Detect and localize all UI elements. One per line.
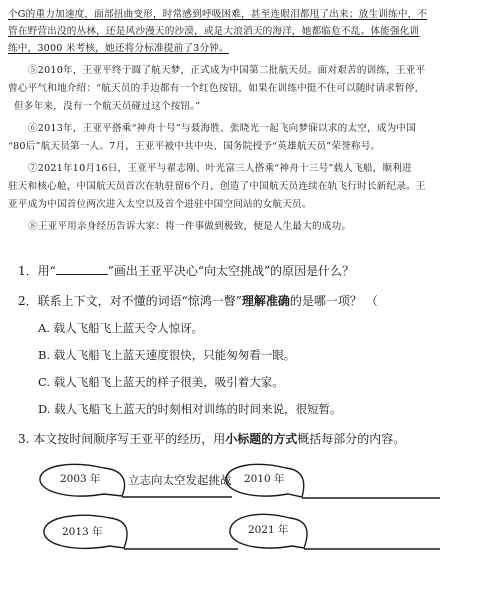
question-3-emphasis: 小标题的方式 (225, 432, 298, 446)
timeline-year-2003: 2003 年 (60, 473, 101, 485)
paragraph-5-line-2: 曾心平气和地介绍：“航天员的手边都有一个红色按钮，如果在训练中挺不住可以随时请求暂停， (8, 83, 425, 94)
question-1-prefix: 1．用“ (18, 264, 56, 278)
question-2-option-a[interactable]: A. 载人飞船飞上蓝天令人惊讶。 (38, 321, 204, 335)
paragraph-8-line-1: ⑧王亚平用亲身经历告诉大家：将一件事做到极致，便是人生最大的成功。 (28, 221, 352, 232)
question-2-emphasis: 理解准确 (241, 294, 290, 308)
passage-line-2: 管在野营出没的丛林，还是风沙漫天的沙漠，或是大浪滔天的海洋，她都临危不乱。体能强化训 (8, 26, 420, 37)
question-2-prefix: 2．联系上下文，对不懂的词语“惊鸿一瞥” (18, 294, 242, 308)
question-2-option-c[interactable]: C. 载人飞船飞上蓝天的样子很美，吸引着大家。 (38, 375, 284, 389)
paragraph-7-line-3: 亚平成为中国首位两次进入太空以及首个进驻中国空间站的女航天员。 (8, 199, 312, 210)
timeline-answer-2003[interactable]: 立志向太空发起挑战 (128, 473, 232, 487)
question-2-option-d[interactable]: D. 载人飞船飞上蓝天的时刻相对训练的时间来说，很短暂。 (38, 402, 342, 416)
paragraph-6-line-1: ⑥2013年，王亚平搭乘“神舟十号”与聂海胜、张晓光一起飞向梦寐以求的太空，成为中国 (28, 123, 416, 134)
question-3-suffix: 概括每部分的内容。 (297, 432, 406, 446)
passage-line-1: 个G的重力加速度，面部扭曲变形，时常感到呼吸困难，甚至连眼泪都甩了出来；放生训练中，不 (8, 9, 428, 20)
paragraph-5-line-1: ⑤2010年，王亚平终于圆了航天梦，正式成为中国第二批航天员。面对艰苦的训练，王亚平 (28, 65, 426, 76)
paragraph-7-line-1: ⑦2021年10月16日，王亚平与翟志刚、叶光富三人搭乘“神舟十三号”载人飞船，顺利进 (28, 163, 412, 174)
question-1-suffix: ”画出王亚平决心“向太空挑战”的原因是什么？ (107, 264, 355, 278)
question-2-option-b[interactable]: B. 载人飞船飞上蓝天速度很快，只能匆匆看一眼。 (38, 348, 296, 362)
passage-line-3: 练中，3000 米考核，她还将分标准提前了3分钟。 (8, 43, 229, 54)
paragraph-7-line-2: 驻天和核心舱，中国航天员首次在轨驻留6个月，创造了中国航天员连续在轨飞行时长新纪录。王 (8, 181, 426, 192)
timeline-year-2013: 2013 年 (62, 526, 103, 538)
timeline-year-2021: 2021 年 (248, 524, 289, 536)
timeline-year-2010: 2010 年 (244, 473, 285, 485)
question-2-suffix: 的是哪一项？ （ (289, 294, 378, 308)
question-3-prefix: 3. 本文按时间顺序写王亚平的经历，用 (18, 432, 226, 446)
paragraph-6-line-2: “80后”航天员第一人。7月，王亚平被中共中央、国务院授予“英雄航天员”荣誉称号。 (8, 141, 381, 152)
paragraph-5-line-3: 但多年来，没有一个航天员碰过这个按钮。” (14, 101, 201, 112)
